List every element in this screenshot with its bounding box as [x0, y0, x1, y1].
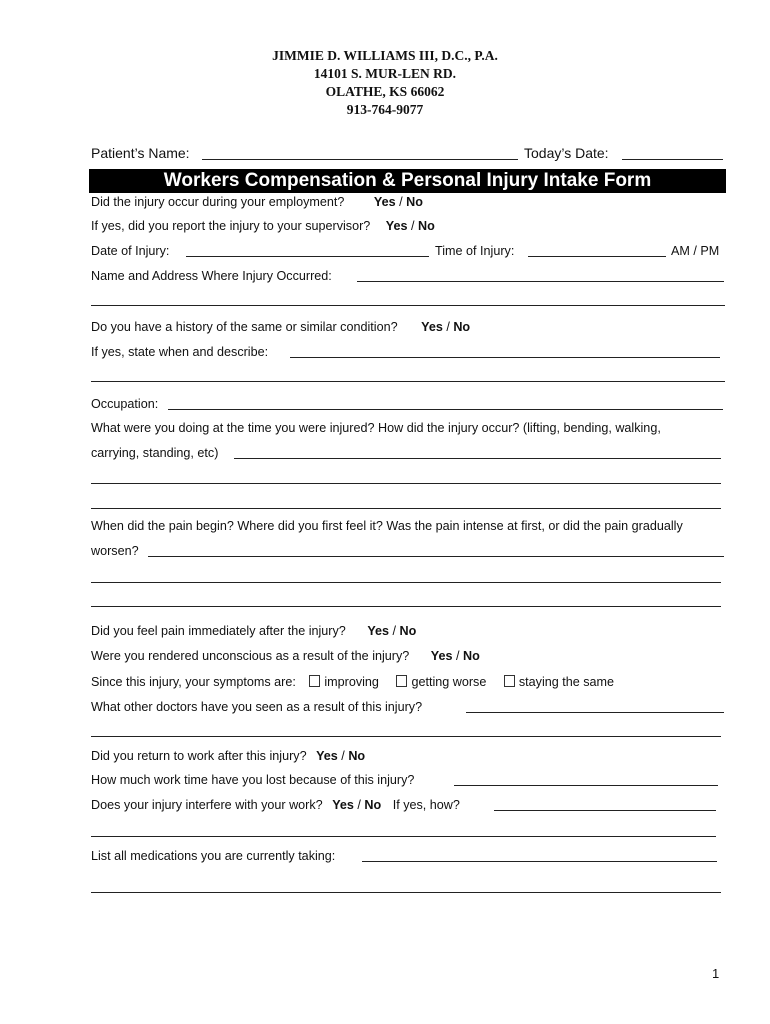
injury-activity-field[interactable]: [234, 458, 721, 459]
practice-city: OLATHE, KS 66062: [325, 84, 445, 99]
interfere-how-label: If yes, how?: [392, 798, 460, 812]
symptom-same-option[interactable]: staying the same: [504, 675, 614, 689]
practice-street: 14101 S. MUR-LEN RD.: [313, 66, 457, 81]
todays-date-field[interactable]: [622, 159, 723, 160]
form-title: Workers Compensation & Personal Injury Intake Form: [89, 169, 726, 193]
patient-name-field[interactable]: [202, 159, 518, 160]
unconscious-yes-no[interactable]: Yes / No: [430, 649, 480, 663]
injury-activity-question-cont: carrying, standing, etc): [91, 446, 219, 460]
pain-begin-line-2[interactable]: [91, 582, 721, 583]
history-describe-label: If yes, state when and describe:: [91, 345, 269, 359]
staying-same-checkbox[interactable]: [504, 675, 515, 687]
am-pm-option[interactable]: AM / PM: [671, 244, 720, 258]
practice-name: JIMMIE D. WILLIAMS III, D.C., P.A.: [272, 48, 498, 63]
employment-question: [91, 194, 423, 210]
history-describe-field[interactable]: [290, 357, 720, 358]
supervisor-question: [91, 218, 435, 234]
history-question: [91, 319, 470, 335]
work-time-lost-label: How much work time have you lost because of this injury?: [91, 773, 415, 787]
todays-date-label: Today’s Date:: [524, 145, 609, 161]
practice-phone: 913-764-9077: [346, 102, 424, 117]
symptoms-question-text: Since this injury, your symptoms are:: [91, 675, 296, 689]
pain-begin-field[interactable]: [148, 556, 724, 557]
injury-activity-question: What were you doing at the time you were injured? How did the injury occur? (lifting, bending, walking,: [91, 421, 661, 435]
return-work-question: [91, 748, 365, 764]
time-of-injury-field[interactable]: [528, 256, 666, 257]
supervisor-yes-no[interactable]: Yes / No: [385, 219, 435, 233]
date-of-injury-field[interactable]: [186, 256, 429, 257]
interfere-question: [91, 797, 460, 813]
other-doctors-line-2[interactable]: [91, 736, 721, 737]
other-doctors-field[interactable]: [466, 712, 724, 713]
supervisor-question-text: If yes, did you report the injury to your supervisor?: [91, 219, 371, 233]
medications-field[interactable]: [362, 861, 717, 862]
pain-begin-question-cont: worsen?: [91, 544, 139, 558]
injury-location-field[interactable]: [357, 281, 724, 282]
work-time-lost-field[interactable]: [454, 785, 718, 786]
pain-immediate-question-text: Did you feel pain immediately after the injury?: [91, 624, 346, 638]
occupation-label: Occupation:: [91, 397, 159, 411]
injury-location-line-2[interactable]: [91, 305, 725, 306]
pain-immediate-question: [91, 623, 416, 639]
return-work-yes-no[interactable]: Yes / No: [316, 749, 366, 763]
other-doctors-label: What other doctors have you seen as a result of this injury?: [91, 700, 423, 714]
employment-question-text: Did the injury occur during your employment?: [91, 195, 345, 209]
medications-label: List all medications you are currently taking:: [91, 849, 336, 863]
pain-begin-question: When did the pain begin? Where did you first feel it? Was the pain intense at first, or did the pain gradually: [91, 519, 683, 533]
pain-begin-line-3[interactable]: [91, 606, 721, 607]
unconscious-question: [91, 648, 480, 664]
symptom-worse-option[interactable]: getting worse: [396, 675, 486, 689]
page-number: 1: [712, 966, 720, 981]
return-work-question-text: Did you return to work after this injury?: [91, 749, 307, 763]
getting-worse-checkbox[interactable]: [396, 675, 407, 687]
history-describe-line-2[interactable]: [91, 381, 725, 382]
history-question-text: Do you have a history of the same or similar condition?: [91, 320, 398, 334]
pain-immediate-yes-no[interactable]: Yes / No: [367, 624, 417, 638]
interfere-question-text: Does your injury interfere with your work?: [91, 798, 323, 812]
time-of-injury-label: Time of Injury:: [435, 244, 515, 258]
injury-location-label: Name and Address Where Injury Occurred:: [91, 269, 332, 283]
interfere-how-line-2[interactable]: [91, 836, 716, 837]
injury-activity-line-2[interactable]: [91, 483, 721, 484]
patient-name-label: Patient’s Name:: [91, 145, 190, 161]
unconscious-question-text: Were you rendered unconscious as a result of the injury?: [91, 649, 410, 663]
symptom-improving-option[interactable]: improving: [309, 675, 379, 689]
medications-line-2[interactable]: [91, 892, 721, 893]
symptoms-question: [91, 674, 614, 690]
date-of-injury-label: Date of Injury:: [91, 244, 170, 258]
history-yes-no[interactable]: Yes / No: [421, 320, 471, 334]
interfere-yes-no[interactable]: Yes / No: [332, 798, 382, 812]
interfere-how-field[interactable]: [494, 810, 716, 811]
injury-activity-line-3[interactable]: [91, 508, 721, 509]
occupation-field[interactable]: [168, 409, 723, 410]
improving-checkbox[interactable]: [309, 675, 320, 687]
employment-yes-no[interactable]: Yes / No: [373, 195, 423, 209]
